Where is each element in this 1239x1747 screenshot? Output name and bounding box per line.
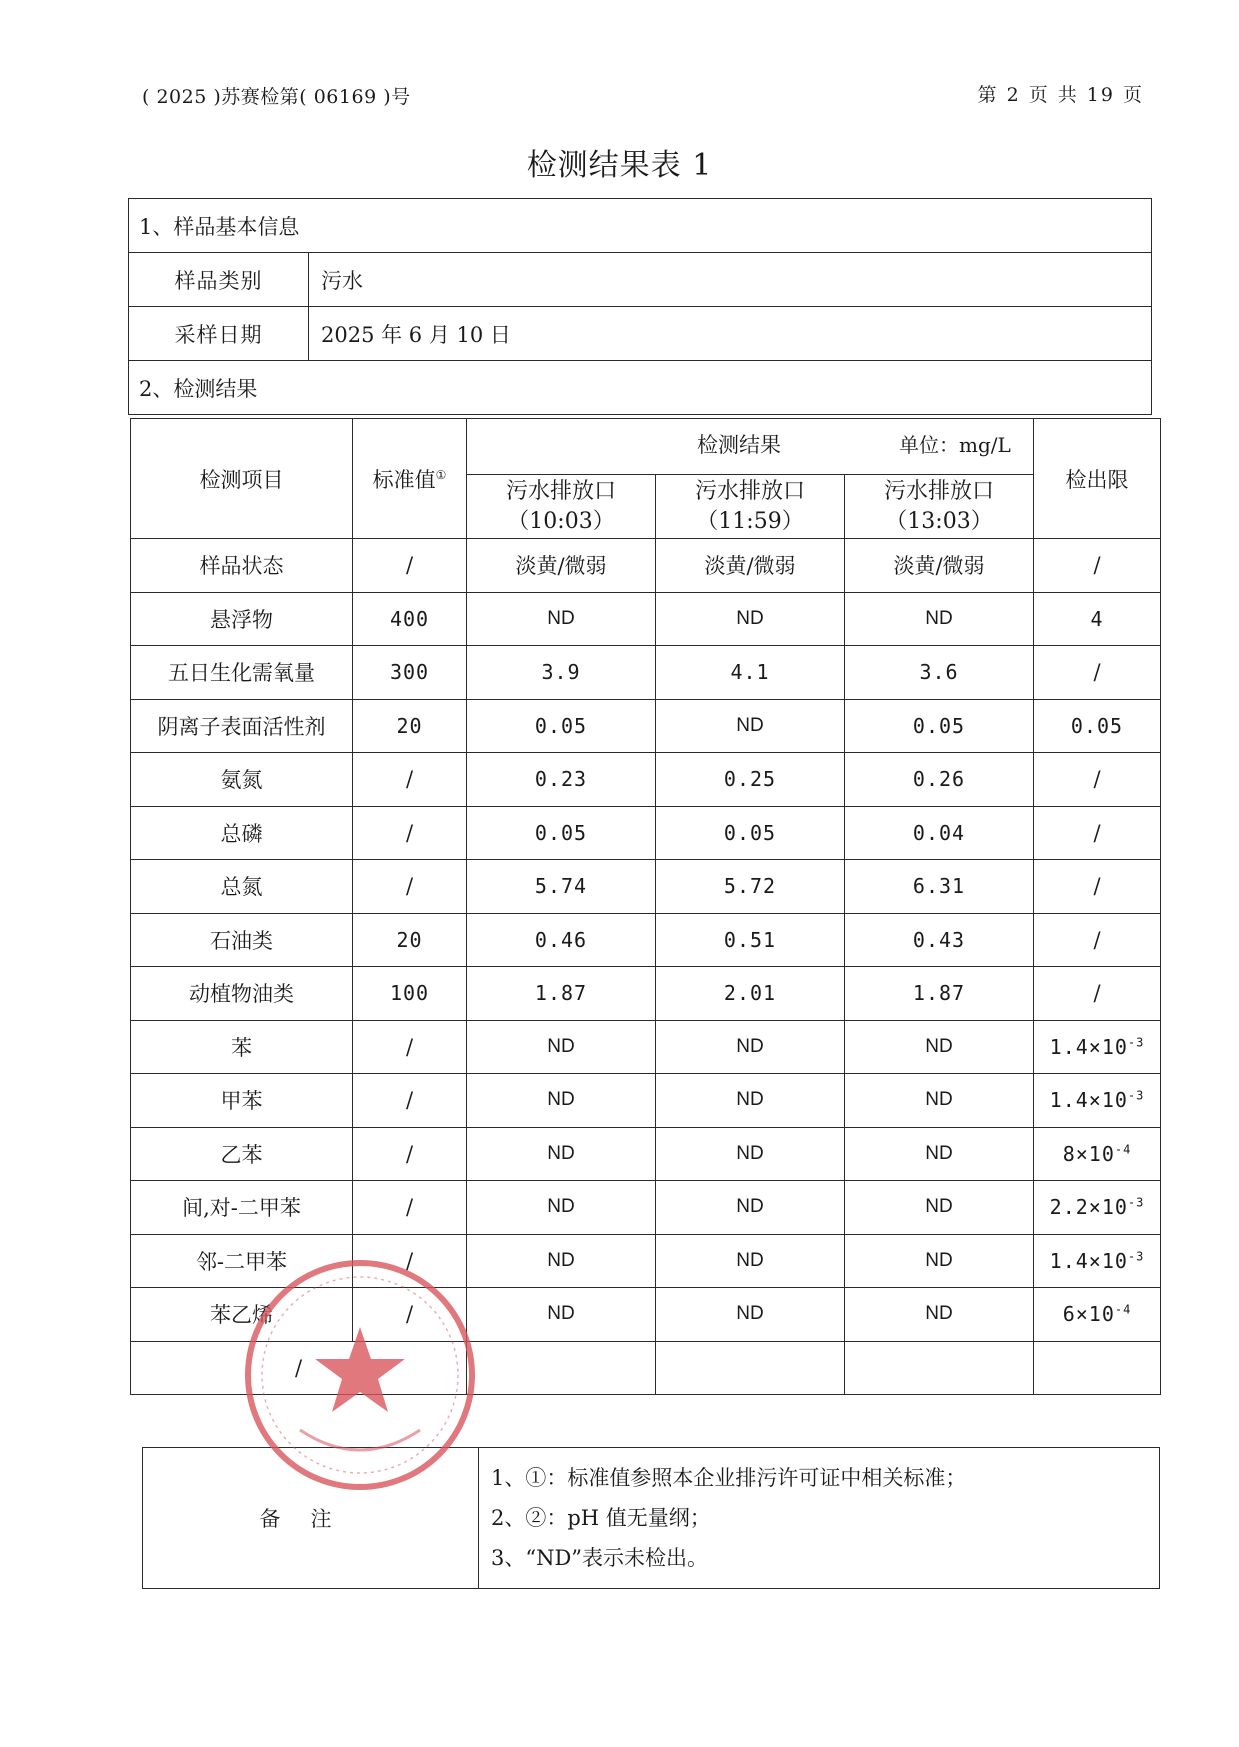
remarks-table xyxy=(142,1447,1160,1589)
row-value-1: 1.87 xyxy=(467,967,656,1021)
section-2-title: 2、检测结果 xyxy=(129,361,1152,415)
section-1-title: 1、样品基本信息 xyxy=(129,199,1152,253)
row-item: 样品状态 xyxy=(131,539,353,593)
header-standard: 标准值① xyxy=(353,419,467,539)
row-value-1: ND xyxy=(467,1288,656,1342)
row-value-1: ND xyxy=(467,1074,656,1128)
row-item: 甲苯 xyxy=(131,1074,353,1128)
row-value-1: 3.9 xyxy=(467,646,656,700)
sample-date-value: 2025 年 6 月 10 日 xyxy=(309,307,1152,361)
unit-label: 单位：mg/L xyxy=(899,433,1011,457)
row-item: 苯乙烯 xyxy=(131,1288,353,1342)
results-table xyxy=(130,418,1161,1395)
row-value-2: ND xyxy=(656,1181,845,1235)
row-standard: / xyxy=(353,806,467,860)
table-row xyxy=(131,1288,1161,1342)
row-value-3: ND xyxy=(845,1127,1034,1181)
row-value-3: 1.87 xyxy=(845,967,1034,1021)
table-row xyxy=(131,592,1161,646)
row-value-3: 6.31 xyxy=(845,860,1034,914)
row-value-3: ND xyxy=(845,1288,1034,1342)
row-standard: / xyxy=(353,1288,467,1342)
row-value-1: ND xyxy=(467,1127,656,1181)
row-limit: / xyxy=(1034,753,1161,807)
row-limit: / xyxy=(1034,806,1161,860)
row-value-1: 淡黄/微弱 xyxy=(467,539,656,593)
page-title: 检测结果表 1 xyxy=(526,148,713,183)
row-limit: $1.4\times 10^{-3}$ xyxy=(1034,1234,1161,1288)
empty-cell xyxy=(467,1341,656,1395)
row-value-1: ND xyxy=(467,1234,656,1288)
row-item: 乙苯 xyxy=(131,1127,353,1181)
header-outlet-2: 污水排放口 （11:59） xyxy=(656,475,845,539)
table-row xyxy=(131,913,1161,967)
remarks-notes xyxy=(479,1448,1160,1589)
row-value-2: 淡黄/微弱 xyxy=(656,539,845,593)
row-standard: 300 xyxy=(353,646,467,700)
sample-info-table xyxy=(128,198,1152,415)
row-limit: $8\times 10^{-4}$ xyxy=(1034,1127,1161,1181)
row-limit: / xyxy=(1034,913,1161,967)
row-value-3: ND xyxy=(845,592,1034,646)
row-value-3: 0.04 xyxy=(845,806,1034,860)
header-outlet-3: 污水排放口 （13:03） xyxy=(845,475,1034,539)
row-value-1: 0.23 xyxy=(467,753,656,807)
row-limit: / xyxy=(1034,967,1161,1021)
row-value-3: 0.43 xyxy=(845,913,1034,967)
empty-row-item: / xyxy=(131,1341,467,1395)
row-limit: 4 xyxy=(1034,592,1161,646)
row-value-1: 0.46 xyxy=(467,913,656,967)
table-row xyxy=(131,753,1161,807)
row-limit: / xyxy=(1034,860,1161,914)
row-standard: 20 xyxy=(353,699,467,753)
empty-row xyxy=(131,1341,1161,1395)
row-value-3: 3.6 xyxy=(845,646,1034,700)
remark-note-3: 3、“ND”表示未检出。 xyxy=(491,1546,709,1570)
row-value-2: ND xyxy=(656,1020,845,1074)
row-value-2: 0.51 xyxy=(656,913,845,967)
empty-cell xyxy=(845,1341,1034,1395)
row-standard: / xyxy=(353,860,467,914)
row-limit: / xyxy=(1034,646,1161,700)
row-value-3: ND xyxy=(845,1234,1034,1288)
remarks-label: 备注 xyxy=(143,1448,479,1589)
row-value-1: 0.05 xyxy=(467,806,656,860)
table-row xyxy=(131,1234,1161,1288)
results-title: 检测结果 xyxy=(697,433,781,457)
row-limit: $1.4\times 10^{-3}$ xyxy=(1034,1020,1161,1074)
row-standard: / xyxy=(353,1181,467,1235)
row-item: 悬浮物 xyxy=(131,592,353,646)
row-limit: 0.05 xyxy=(1034,699,1161,753)
table-row xyxy=(131,967,1161,1021)
row-limit: $6\times 10^{-4}$ xyxy=(1034,1288,1161,1342)
table-row xyxy=(131,860,1161,914)
row-value-3: 淡黄/微弱 xyxy=(845,539,1034,593)
row-value-3: ND xyxy=(845,1020,1034,1074)
row-item: 石油类 xyxy=(131,913,353,967)
row-value-2: 5.72 xyxy=(656,860,845,914)
row-standard: / xyxy=(353,539,467,593)
row-value-1: ND xyxy=(467,1020,656,1074)
page-info: 第 2 页 共 19 页 xyxy=(977,84,1144,106)
empty-cell xyxy=(656,1341,845,1395)
row-value-1: 5.74 xyxy=(467,860,656,914)
table-row xyxy=(131,1074,1161,1128)
row-value-3: 0.05 xyxy=(845,699,1034,753)
header-detection-limit: 检出限 xyxy=(1034,419,1161,539)
table-row xyxy=(131,699,1161,753)
empty-cell xyxy=(1034,1341,1161,1395)
row-standard: / xyxy=(353,1074,467,1128)
header-item: 检测项目 xyxy=(131,419,353,539)
row-item: 苯 xyxy=(131,1020,353,1074)
row-value-3: ND xyxy=(845,1181,1034,1235)
row-value-2: ND xyxy=(656,1288,845,1342)
row-standard: / xyxy=(353,1234,467,1288)
sample-type-label: 样品类别 xyxy=(129,253,309,307)
row-limit: $1.4\times 10^{-3}$ xyxy=(1034,1074,1161,1128)
row-item: 氨氮 xyxy=(131,753,353,807)
row-item: 间,对-二甲苯 xyxy=(131,1181,353,1235)
table-row xyxy=(131,646,1161,700)
table-row xyxy=(131,1020,1161,1074)
row-value-1: ND xyxy=(467,1181,656,1235)
row-value-3: 0.26 xyxy=(845,753,1034,807)
table-row xyxy=(131,539,1161,593)
row-item: 总氮 xyxy=(131,860,353,914)
row-limit: / xyxy=(1034,539,1161,593)
remark-note-2: 2、②：pH 值无量纲； xyxy=(491,1506,711,1530)
row-standard: 400 xyxy=(353,592,467,646)
header-results xyxy=(467,419,1034,475)
row-limit: $2.2\times 10^{-3}$ xyxy=(1034,1181,1161,1235)
table-row xyxy=(131,1127,1161,1181)
sample-type-value: 污水 xyxy=(309,253,1152,307)
row-value-2: ND xyxy=(656,1234,845,1288)
row-value-2: 0.05 xyxy=(656,806,845,860)
row-value-2: ND xyxy=(656,592,845,646)
row-value-3: ND xyxy=(845,1074,1034,1128)
row-value-2: 4.1 xyxy=(656,646,845,700)
row-standard: / xyxy=(353,1020,467,1074)
row-item: 五日生化需氧量 xyxy=(131,646,353,700)
row-value-2: ND xyxy=(656,1074,845,1128)
row-value-2: 2.01 xyxy=(656,967,845,1021)
row-value-2: 0.25 xyxy=(656,753,845,807)
row-item: 总磷 xyxy=(131,806,353,860)
row-value-2: ND xyxy=(656,699,845,753)
header-outlet-1: 污水排放口 （10:03） xyxy=(467,475,656,539)
row-value-1: ND xyxy=(467,592,656,646)
row-standard: / xyxy=(353,753,467,807)
row-item: 邻-二甲苯 xyxy=(131,1234,353,1288)
report-number: ( 2025 )苏赛检第( 06169 )号 xyxy=(142,86,411,108)
row-item: 阴离子表面活性剂 xyxy=(131,699,353,753)
standard-footnote-mark: ① xyxy=(435,467,447,482)
row-standard: / xyxy=(353,1127,467,1181)
row-value-2: ND xyxy=(656,1127,845,1181)
sample-date-label: 采样日期 xyxy=(129,307,309,361)
row-item: 动植物油类 xyxy=(131,967,353,1021)
row-standard: 20 xyxy=(353,913,467,967)
table-row xyxy=(131,806,1161,860)
remark-note-1: 1、①：标准值参照本企业排污许可证中相关标准； xyxy=(491,1466,967,1490)
row-standard: 100 xyxy=(353,967,467,1021)
table-row xyxy=(131,1181,1161,1235)
row-value-1: 0.05 xyxy=(467,699,656,753)
